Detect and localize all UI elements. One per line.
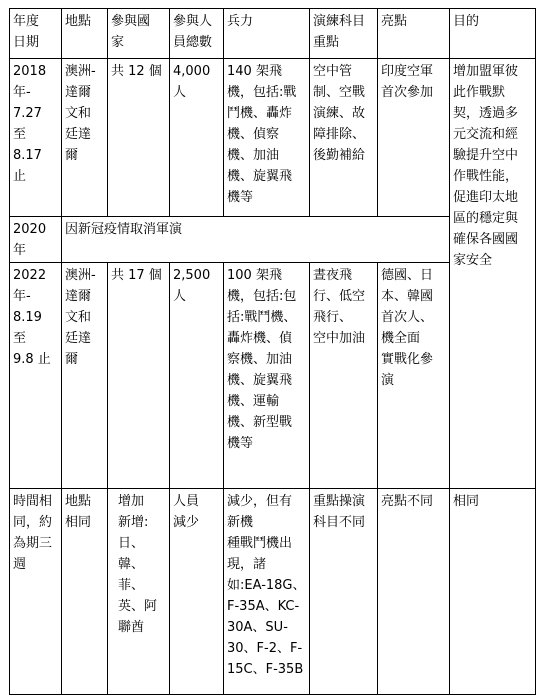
- header-personnel: 參與人 員總數: [170, 9, 224, 59]
- cell-compare-location: 地點 相同: [62, 489, 108, 695]
- cell-compare-countries: 增加 新增: 日、 韓、 菲、 英、阿 聯酋: [108, 489, 170, 695]
- cell-2018-personnel: 4,000 人: [170, 59, 224, 217]
- header-location: 地點: [62, 9, 108, 59]
- cell-2022-location: 澳洲- 達爾 文和 廷達 爾: [62, 263, 108, 489]
- cell-2022-personnel: 2,500 人: [170, 263, 224, 489]
- cell-compare-purpose: 相同: [450, 489, 536, 695]
- cell-2020-year: 2020 年: [10, 217, 62, 263]
- header-year-date: 年度 日期: [10, 9, 62, 59]
- row-comparison: [10, 489, 536, 695]
- cell-2018-location: 澳洲- 達爾 文和 廷達 爾: [62, 59, 108, 217]
- cell-2018-countries: 共 12 個: [108, 59, 170, 217]
- cell-compare-highlights: 亮點不同: [378, 489, 450, 695]
- cell-2022-date: 2022 年- 8.19 至 9.8 止: [10, 263, 62, 489]
- cell-compare-forces: 減少，但有 新機 種戰鬥機出 現，諸 如:EA-18G、 F-35A、KC- 30A、SU- 30、F-2、F- 15C、F-35B: [224, 489, 310, 695]
- cell-compare-date: 時間相 同，約 為期三 週: [10, 489, 62, 695]
- cell-2022-highlights: 德國、日 本、韓國 首次人、 機全面 實戰化參 演: [378, 263, 450, 489]
- header-purpose: 目的: [450, 9, 536, 59]
- header-subjects: 演練科目 重點: [310, 9, 378, 59]
- header-row: [10, 9, 536, 59]
- cell-2018-highlights: 印度空軍 首次參加: [378, 59, 450, 217]
- cell-2022-countries: 共 17 個: [108, 263, 170, 489]
- exercise-comparison-table: [9, 8, 536, 695]
- cell-2018-subjects: 空中管 制、空戰 演練、故 障排除、 後勤補給: [310, 59, 378, 217]
- cell-compare-subjects: 重點操演 科目不同: [310, 489, 378, 695]
- row-2018: [10, 59, 536, 217]
- cell-purpose: 增加盟軍彼 此作戰默 契，透過多 元交流和經 驗提升空中 作戰性能， 促進印太地 區的穩定與 確保各國國 家安全: [450, 59, 536, 489]
- cell-2020-note: 因新冠疫情取消軍演: [62, 217, 450, 263]
- header-highlights: 亮點: [378, 9, 450, 59]
- cell-2018-date: 2018 年- 7.27 至 8.17 止: [10, 59, 62, 217]
- header-countries: 參與國 家: [108, 9, 170, 59]
- cell-2018-forces: 140 架飛 機，包括:戰 鬥機、轟炸 機、偵察 機、加油 機、旋翼飛 機等: [224, 59, 310, 217]
- cell-compare-personnel: 人員 減少: [170, 489, 224, 695]
- header-forces: 兵力: [224, 9, 310, 59]
- cell-2022-forces: 100 架飛 機，包括:包 括:戰鬥機、 轟炸機、偵 察機、加油 機、旋翼飛 機、運輸 機、新型戰 機等: [224, 263, 310, 489]
- cell-2022-subjects: 晝夜飛 行、低空 飛行、 空中加油: [310, 263, 378, 489]
